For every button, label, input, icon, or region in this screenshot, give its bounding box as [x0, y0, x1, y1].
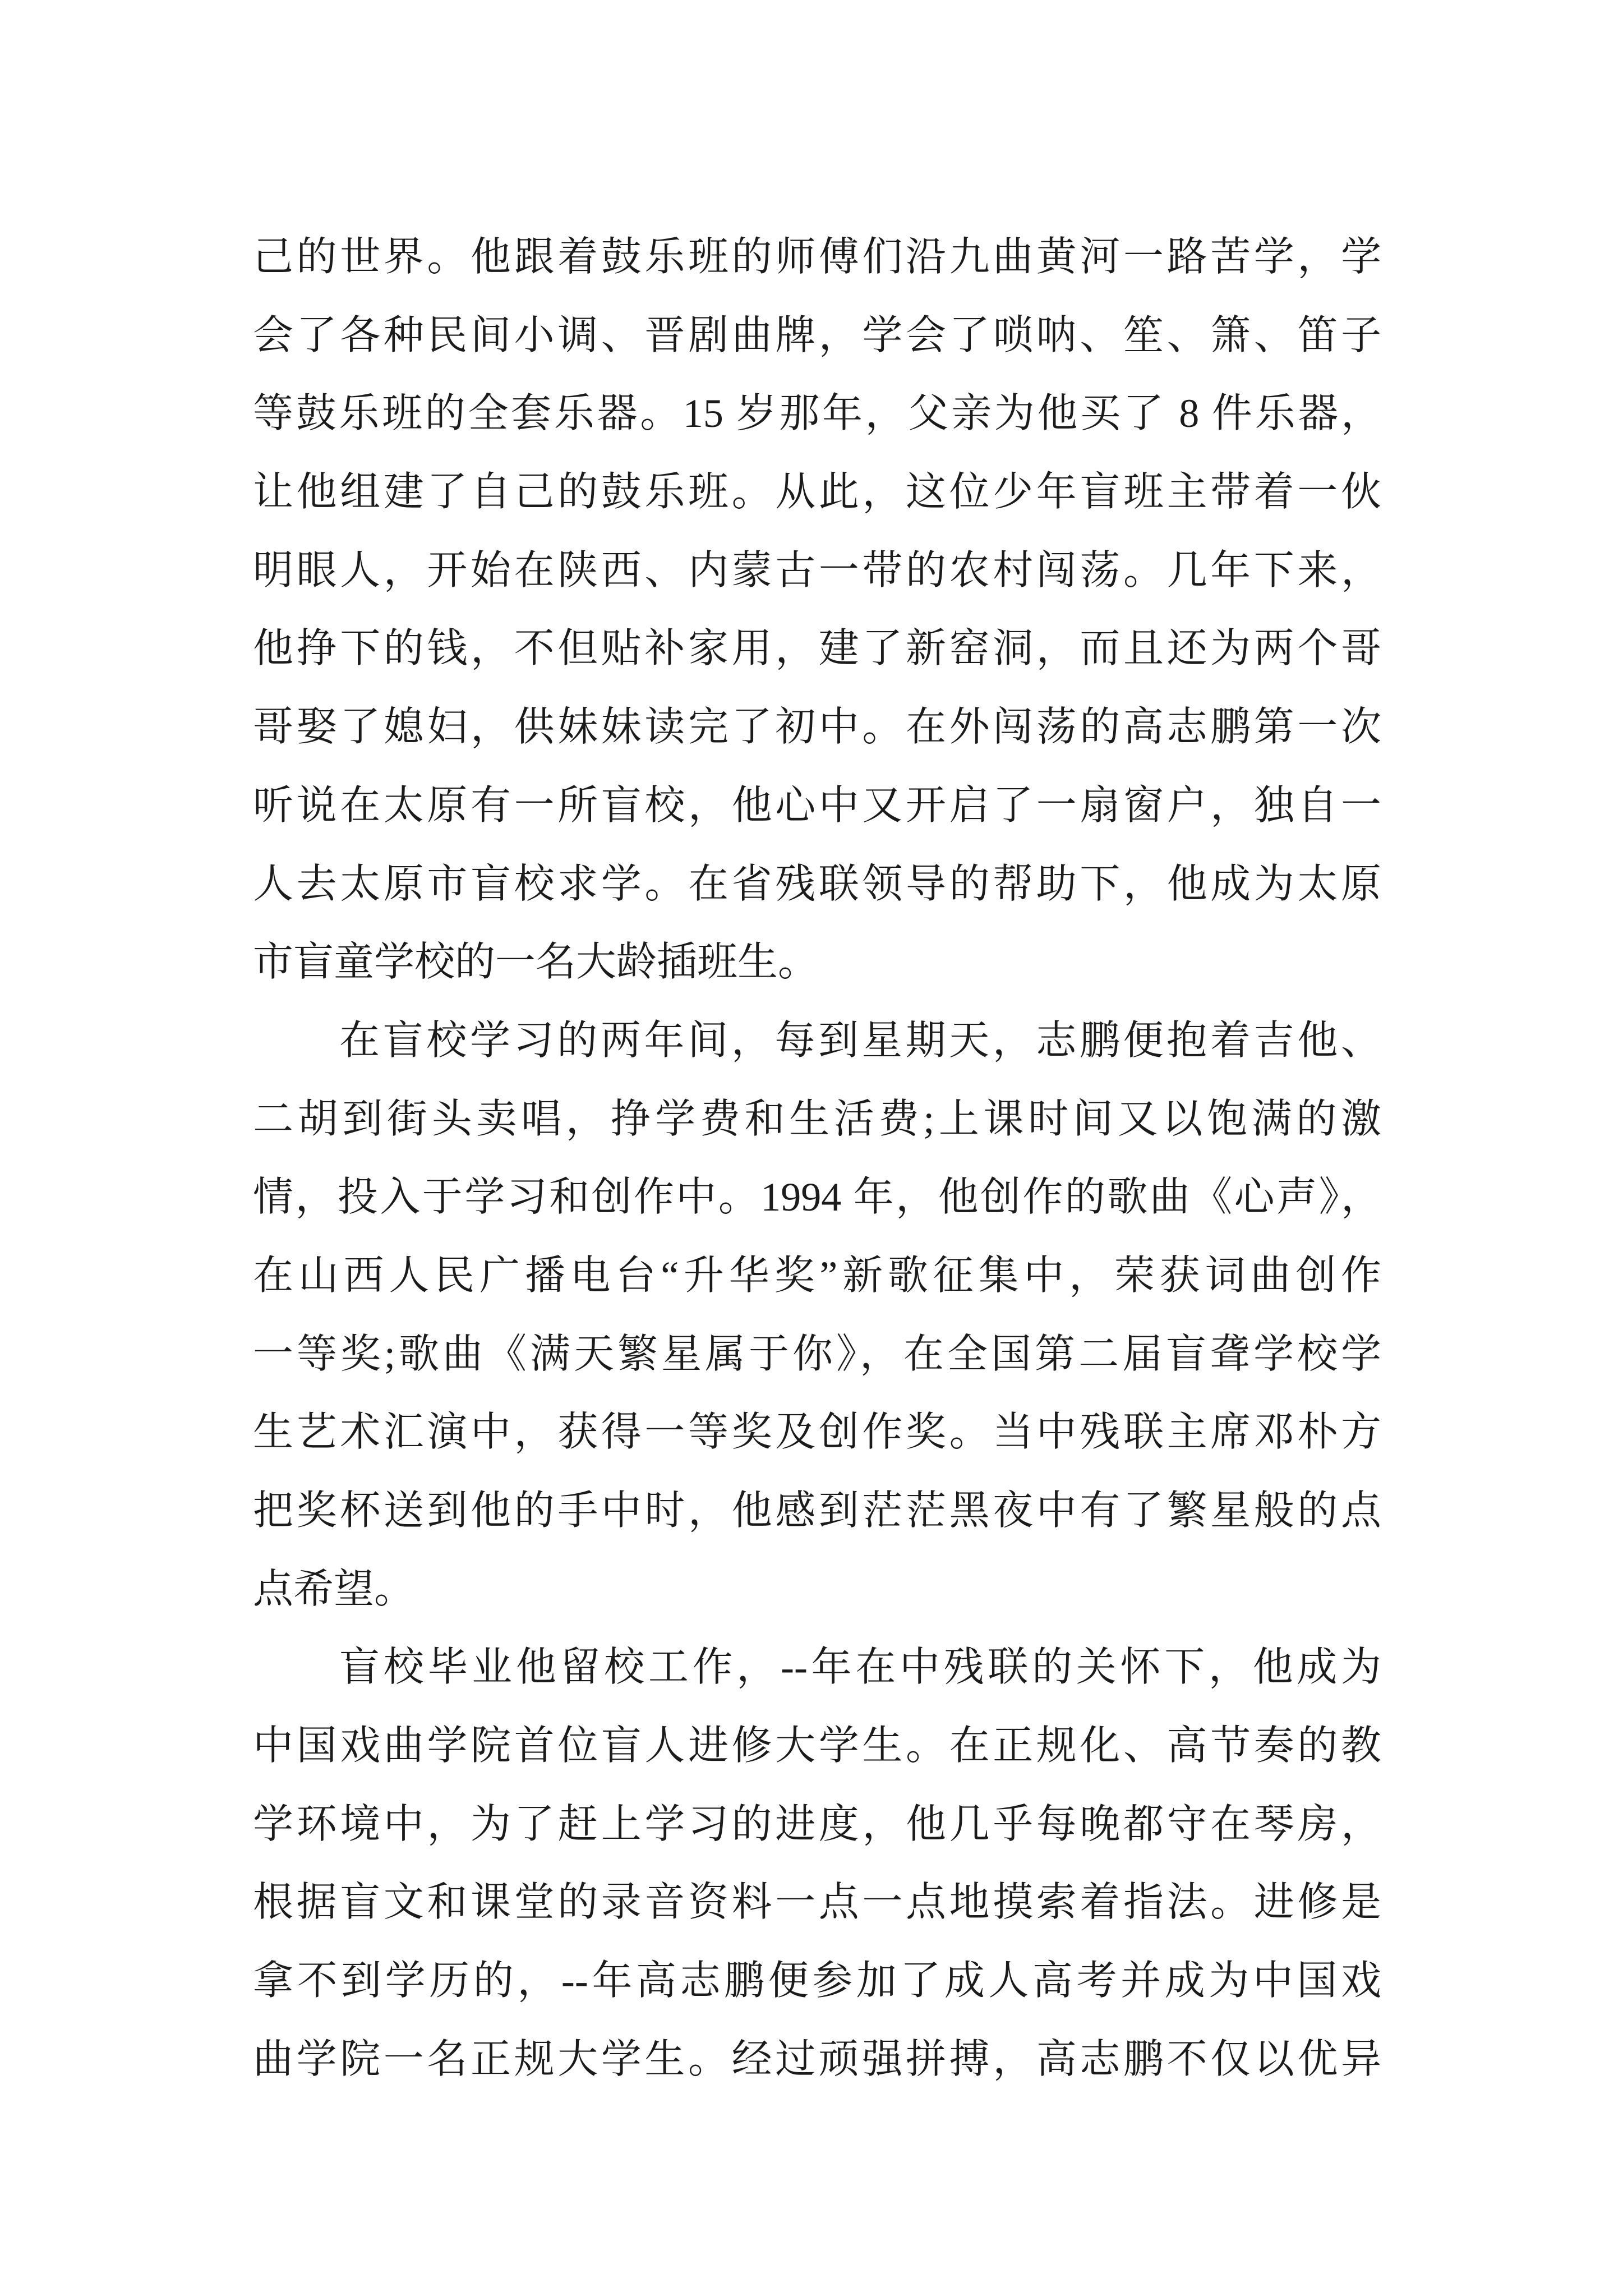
- paragraph-1-line-1: 己的世界。他跟着鼓乐班的师傅们沿九曲黄河一路苦学，学: [253, 234, 1381, 279]
- paragraph-3: [253, 1628, 1381, 2099]
- paragraph-2-line-5: 一等奖;歌曲《满天繁星属于你》，在全国第二届盲聋学校学: [253, 1331, 1381, 1377]
- body-text: [253, 218, 1381, 2099]
- paragraph-3-line-4: 根据盲文和课堂的录音资料一点一点地摸索着指法。进修是: [253, 1880, 1381, 1925]
- paragraph-2-line-8: 点希望。: [253, 1566, 415, 1612]
- paragraph-1: [253, 218, 1381, 1002]
- paragraph-1-line-5: 明眼人，开始在陕西、内蒙古一带的农村闯荡。几年下来，: [253, 547, 1381, 593]
- paragraph-2-line-6: 生艺术汇演中，获得一等奖及创作奖。当中残联主席邓朴方: [253, 1410, 1381, 1455]
- paragraph-3-line-2: 中国戏曲学院首位盲人进修大学生。在正规化、高节奏的教: [253, 1723, 1381, 1769]
- paragraph-2-line-3: 情，投入于学习和创作中。1994 年，他创作的歌曲《心声》，: [253, 1175, 1381, 1220]
- paragraph-2-line-4: 在山西人民广播电台“升华奖”新歌征集中，荣获词曲创作: [253, 1253, 1381, 1298]
- paragraph-1-line-6: 他挣下的钱，不但贴补家用，建了新窑洞，而且还为两个哥: [253, 626, 1381, 671]
- paragraph-3-line-1: 盲校毕业他留校工作，--年在中残联的关怀下，他成为: [339, 1645, 1381, 1690]
- paragraph-1-line-7: 哥娶了媳妇，供妹妹读完了初中。在外闯荡的高志鹏第一次: [253, 705, 1381, 750]
- paragraph-2-line-7: 把奖杯送到他的手中时，他感到茫茫黑夜中有了繁星般的点: [253, 1488, 1381, 1533]
- paragraph-3-line-6: 曲学院一名正规大学生。经过顽强拼搏，高志鹏不仅以优异: [253, 2036, 1381, 2082]
- paragraph-1-line-3: 等鼓乐班的全套乐器。15 岁那年，父亲为他买了 8 件乐器，: [253, 391, 1381, 436]
- paragraph-2: [253, 1002, 1381, 1629]
- paragraph-1-line-9: 人去太原市盲校求学。在省残联领导的帮助下，他成为太原: [253, 861, 1381, 907]
- paragraph-3-line-3: 学环境中，为了赶上学习的进度，他几乎每晚都守在琴房，: [253, 1801, 1381, 1847]
- paragraph-2-line-1: 在盲校学习的两年间，每到星期天，志鹏便抱着吉他、: [339, 1018, 1381, 1063]
- paragraph-1-line-4: 让他组建了自己的鼓乐班。从此，这位少年盲班主带着一伙: [253, 470, 1381, 515]
- paragraph-1-line-8: 听说在太原有一所盲校，他心中又开启了一扇窗户，独自一: [253, 783, 1381, 828]
- paragraph-1-line-10: 市盲童学校的一名大龄插班生。: [253, 940, 819, 985]
- paragraph-3-line-5: 拿不到学历的，--年高志鹏便参加了成人高考并成为中国戏: [253, 1958, 1381, 2004]
- paragraph-1-line-2: 会了各种民间小调、晋剧曲牌，学会了唢呐、笙、箫、笛子: [253, 312, 1381, 358]
- paragraph-2-line-2: 二胡到街头卖唱，挣学费和生活费;上课时间又以饱满的激: [253, 1096, 1381, 1142]
